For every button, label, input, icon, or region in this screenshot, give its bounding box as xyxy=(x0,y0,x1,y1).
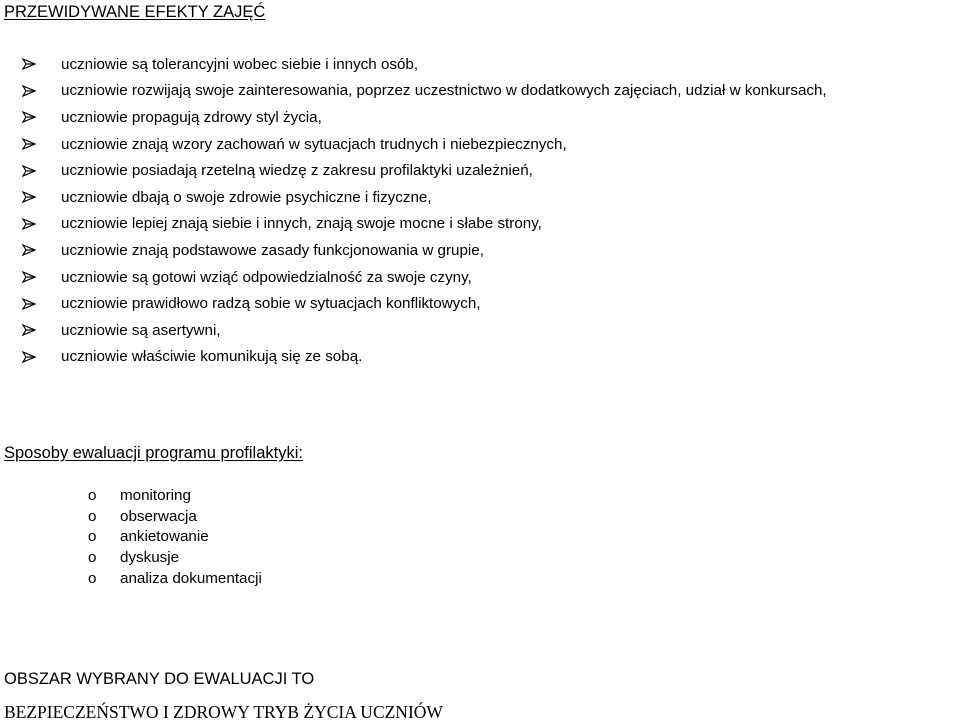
circle-bullet-icon: o xyxy=(88,528,97,546)
effect-item xyxy=(22,104,827,131)
arrow-bullet-icon xyxy=(22,111,36,123)
effect-text: uczniowie znają wzory zachowań w sytuacjach trudnych i niebezpiecznych, xyxy=(61,135,567,153)
evaluation-area-value: BEZPIECZEŃSTWO I ZDROWY TRYB ŻYCIA UCZNIÓW xyxy=(4,702,443,722)
evaluation-method-item xyxy=(22,506,262,527)
evaluation-heading: Sposoby ewaluacji programu profilaktyki: xyxy=(4,444,303,462)
evaluation-area-label: OBSZAR WYBRANY DO EWALUACJI TO xyxy=(4,670,315,688)
effect-item xyxy=(22,290,827,317)
effect-item xyxy=(22,51,827,78)
circle-bullet-icon: o xyxy=(88,549,97,567)
circle-bullet-icon: o xyxy=(88,486,97,504)
circle-bullet-icon: o xyxy=(88,570,97,588)
evaluation-method-item xyxy=(22,547,262,568)
evaluation-method-text: dyskusje xyxy=(120,549,180,567)
arrow-bullet-icon xyxy=(22,165,36,177)
arrow-bullet-icon xyxy=(22,298,36,310)
effect-item xyxy=(22,344,827,371)
effect-text: uczniowie właściwie komunikują się ze sobą. xyxy=(61,348,363,366)
arrow-bullet-icon xyxy=(22,58,36,70)
effect-text: uczniowie są asertywni, xyxy=(61,321,221,339)
effect-item xyxy=(22,131,827,158)
evaluation-method-text: obserwacja xyxy=(120,507,197,525)
effect-text: uczniowie lepiej znają siebie i innych, znają swoje mocne i słabe strony, xyxy=(61,215,542,233)
effect-item xyxy=(22,317,827,344)
evaluation-method-item xyxy=(22,485,262,506)
effect-item xyxy=(22,157,827,184)
effect-text: uczniowie są gotowi wziąć odpowiedzialność za swoje czyny, xyxy=(61,268,472,286)
evaluation-method-text: ankietowanie xyxy=(120,528,209,546)
effect-item xyxy=(22,237,827,264)
effects-list xyxy=(22,51,827,370)
effect-item xyxy=(22,211,827,238)
evaluation-method-item xyxy=(22,527,262,548)
effect-item xyxy=(22,264,827,291)
evaluation-method-item xyxy=(22,568,262,589)
effects-heading: PRZEWIDYWANE EFEKTY ZAJĘĆ xyxy=(4,3,266,21)
arrow-bullet-icon xyxy=(22,324,36,336)
arrow-bullet-icon xyxy=(22,271,36,283)
arrow-bullet-icon xyxy=(22,191,36,203)
circle-bullet-icon: o xyxy=(88,507,97,525)
evaluation-methods-list xyxy=(22,485,262,589)
arrow-bullet-icon xyxy=(22,351,36,363)
arrow-bullet-icon xyxy=(22,218,36,230)
effect-text: uczniowie znają podstawowe zasady funkcjonowania w grupie, xyxy=(61,241,484,259)
evaluation-method-text: monitoring xyxy=(120,486,191,504)
evaluation-method-text: analiza dokumentacji xyxy=(120,570,262,588)
arrow-bullet-icon xyxy=(22,138,36,150)
effect-text: uczniowie są tolerancyjni wobec siebie i innych osób, xyxy=(61,55,419,73)
effect-text: uczniowie prawidłowo radzą sobie w sytuacjach konfliktowych, xyxy=(61,295,481,313)
effect-item xyxy=(22,78,827,105)
effect-text: uczniowie dbają o swoje zdrowie psychiczne i fizyczne, xyxy=(61,188,432,206)
effect-text: uczniowie posiadają rzetelną wiedzę z zakresu profilaktyki uzależnień, xyxy=(61,162,533,180)
arrow-bullet-icon xyxy=(22,85,36,97)
effect-text: uczniowie propagują zdrowy styl życia, xyxy=(61,108,322,126)
effect-item xyxy=(22,184,827,211)
effect-text: uczniowie rozwijają swoje zainteresowania, poprzez uczestnictwo w dodatkowych zajęciach, udział w konkursach, xyxy=(61,82,827,100)
arrow-bullet-icon xyxy=(22,244,36,256)
